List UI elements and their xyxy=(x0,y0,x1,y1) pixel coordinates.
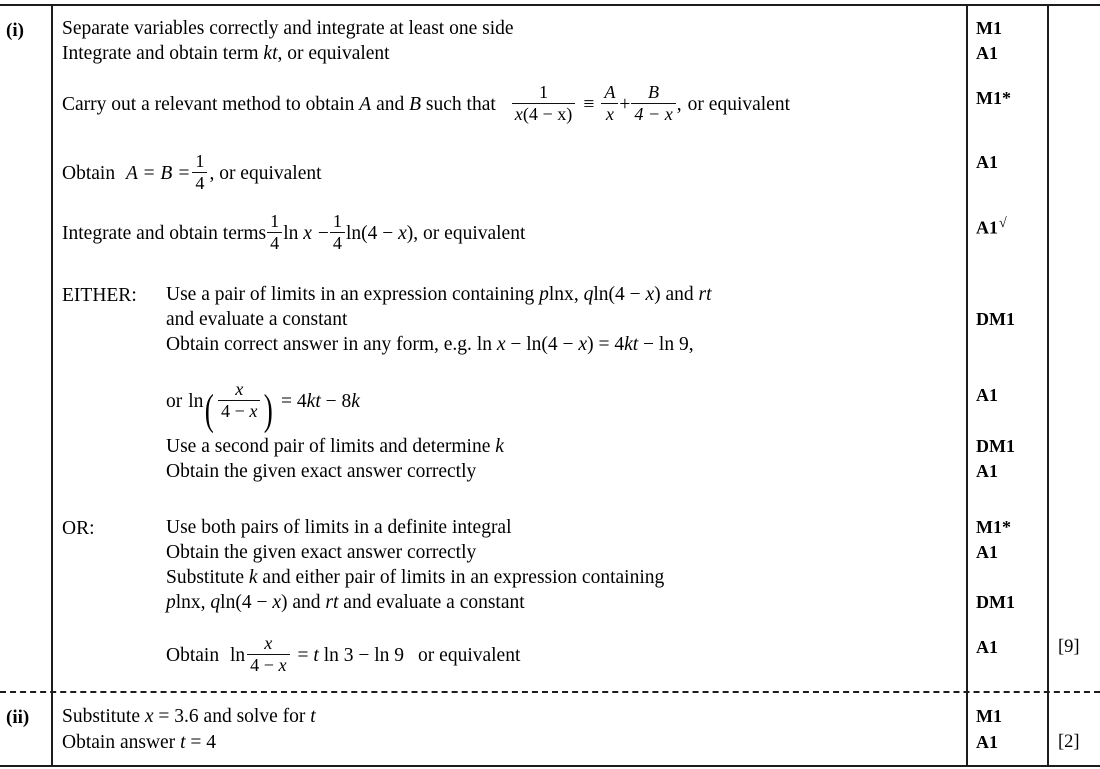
math-q: q xyxy=(583,284,594,305)
mark-dm1-1: DM1 xyxy=(976,309,1015,329)
math-t: t xyxy=(310,706,316,727)
math-x: x xyxy=(144,706,154,727)
total-marks-part-i: [9] xyxy=(1058,637,1080,657)
fraction-numerator: 1 xyxy=(270,211,280,231)
math-p: p xyxy=(166,592,176,613)
math-ln-4-minus-x: ln(4 − x) xyxy=(220,592,288,613)
fraction-denominator: 4 − x xyxy=(631,103,675,124)
math-A: A xyxy=(359,93,372,115)
left-paren: ( xyxy=(205,386,215,435)
line-text-part: Substitute xyxy=(166,567,249,588)
identity-symbol: ≡ xyxy=(583,93,595,115)
line-text-part: and either pair of limits in an expression containing xyxy=(257,567,665,588)
solution-line-both-pairs-limits xyxy=(166,518,512,538)
mark-m1-1: M1 xyxy=(976,18,1002,38)
line-text-part: Use a pair of limits in an expression containing xyxy=(166,284,540,305)
fraction-x-over-4-minus-x-final xyxy=(247,634,289,675)
solution-line-use-pair-of-limits xyxy=(166,285,712,305)
solution-line-separate-variables xyxy=(62,19,514,39)
line-text: Separate variables correctly and integrate at least one side xyxy=(62,18,514,39)
line-text-part: = 3.6 and solve for xyxy=(153,706,311,727)
math-rt: rt xyxy=(325,592,339,613)
right-paren: ) xyxy=(264,386,274,435)
math-ln-x: ln x xyxy=(283,222,312,244)
math-ln-equation: ln x − ln(4 − x) = 4kt − ln 9 xyxy=(476,334,689,355)
math-A-equals-B: A = B = xyxy=(125,162,191,184)
fraction-numerator: x xyxy=(235,379,244,399)
line-text-part: , or equivalent xyxy=(413,222,526,244)
fraction-one-over-x-4-minus-x xyxy=(512,83,576,124)
fraction-x-over-4-minus-x xyxy=(218,380,260,421)
math-x: x xyxy=(514,104,523,125)
line-text: Obtain the given exact answer correctly xyxy=(166,461,477,482)
math-rhs-4kt-8k: = 4kt − 8k xyxy=(281,390,360,412)
plus-symbol: + xyxy=(619,93,631,115)
line-text-part: Obtain answer xyxy=(62,732,181,753)
fraction-one-quarter xyxy=(192,152,207,193)
mark-a1-5: A1 xyxy=(976,542,998,562)
solution-line-integrate-terms xyxy=(62,212,525,253)
fraction-numerator: 1 xyxy=(539,82,549,102)
or-equivalent-text: or equivalent xyxy=(687,93,791,115)
math-k: k xyxy=(248,567,258,588)
math-ln: ln xyxy=(229,644,246,666)
table-top-border xyxy=(0,4,1100,6)
math-lnx: lnx xyxy=(175,592,201,613)
math-q: q xyxy=(210,592,221,613)
comma: , xyxy=(688,334,694,355)
line-text-part: Obtain xyxy=(62,162,120,184)
line-text-part: and xyxy=(287,592,326,613)
line-text-part: or equivalent xyxy=(418,644,521,666)
line-text-part: , or equivalent xyxy=(277,43,390,64)
fraction-denominator: 4 xyxy=(330,232,345,253)
comma: , xyxy=(200,592,211,613)
line-text-part: or xyxy=(166,390,183,412)
fraction-numerator: x xyxy=(264,633,273,653)
comma: , xyxy=(676,93,682,115)
fraction-one-quarter-a xyxy=(267,212,282,253)
total-column-border xyxy=(1047,4,1049,766)
math-4-minus-x: (4 − x) xyxy=(522,104,573,125)
fraction-A-over-x xyxy=(601,83,618,124)
line-text-part: such that xyxy=(421,93,496,115)
solution-line-or-log-form xyxy=(166,380,360,433)
solution-line-obtain-given-exact-answer-2 xyxy=(166,543,476,563)
solution-line-obtain-given-exact-answer-1 xyxy=(166,462,476,482)
fraction-denominator xyxy=(512,103,576,124)
line-text-part: Integrate and obtain term xyxy=(62,43,264,64)
solution-line-obtain-correct-answer xyxy=(166,335,694,355)
solution-line-obtain-answer-t xyxy=(62,733,216,753)
total-marks-part-ii: [2] xyxy=(1058,732,1080,752)
mark-a1-6: A1 xyxy=(976,637,998,657)
line-text-part: and xyxy=(660,284,699,305)
line-text-part: = 4 xyxy=(185,732,216,753)
minus-symbol: − xyxy=(317,222,329,244)
math-k: k xyxy=(495,436,504,457)
line-text: and evaluate a constant xyxy=(166,309,348,330)
fraction-denominator: 4 xyxy=(267,232,282,253)
branch-label-either: EITHER: xyxy=(62,285,137,306)
fraction-numerator: B xyxy=(648,82,660,102)
line-text-part: and evaluate a constant xyxy=(338,592,525,613)
line-text-part: Integrate and obtain terms xyxy=(62,222,267,244)
mark-dm1-3: DM1 xyxy=(976,592,1015,612)
line-text-part: and xyxy=(371,93,410,115)
fraction-B-over-4-minus-x xyxy=(631,83,675,124)
solution-line-obtain-A-B xyxy=(62,152,322,193)
solution-line-substitute-x xyxy=(62,707,316,727)
math-ln-4-minus-x: ln(4 − x) xyxy=(345,222,414,244)
solution-line-substitute-k xyxy=(166,568,664,588)
fraction-denominator: x xyxy=(601,103,618,124)
math-rhs-tln3-ln9: = t ln 3 − ln 9 xyxy=(297,644,405,666)
mark-column-border xyxy=(966,4,968,766)
part-separator-dashed-line xyxy=(0,691,1100,693)
fraction-numerator: 1 xyxy=(195,151,205,171)
mark-a1-follow-through xyxy=(976,216,1046,236)
mark-a1-part-ii: A1 xyxy=(976,732,998,752)
part-label-ii: (ii) xyxy=(6,707,30,728)
mark-label: A1 xyxy=(976,217,998,238)
fraction-one-quarter-b xyxy=(330,212,345,253)
math-ln: ln xyxy=(188,390,204,412)
line-text-part: Obtain correct answer in any form, e.g. xyxy=(166,334,477,355)
fraction-numerator: A xyxy=(604,82,616,102)
line-text-part: Substitute xyxy=(62,706,145,727)
comma: , xyxy=(573,284,584,305)
mark-m1-part-ii: M1 xyxy=(976,706,1002,726)
solution-line-plnx-qln-rt xyxy=(166,593,525,613)
solution-line-partial-fractions xyxy=(62,83,790,124)
fraction-denominator: 4 xyxy=(192,172,207,193)
mark-m1-star-1: M1* xyxy=(976,88,1011,108)
line-text-part: Use a second pair of limits and determine xyxy=(166,436,496,457)
fraction-numerator: 1 xyxy=(332,211,342,231)
mark-m1-star-2: M1* xyxy=(976,517,1011,537)
solution-line-integrate-kt xyxy=(62,44,390,64)
follow-through-tick-icon: √ xyxy=(999,215,1007,231)
mark-a1-1: A1 xyxy=(976,43,998,63)
mark-a1-3: A1 xyxy=(976,385,998,405)
fraction-denominator: 4 − x xyxy=(218,400,260,421)
line-text: Use both pairs of limits in a definite integral xyxy=(166,517,512,538)
math-rt: rt xyxy=(698,284,712,305)
line-text-part: Carry out a relevant method to obtain xyxy=(62,93,360,115)
branch-label-or: OR: xyxy=(62,518,95,539)
mark-a1-4: A1 xyxy=(976,461,998,481)
line-text-part: Obtain xyxy=(166,644,224,666)
part-column-border xyxy=(51,4,53,766)
solution-line-evaluate-constant xyxy=(166,310,347,330)
math-lnx: lnx xyxy=(548,284,574,305)
math-kt: kt xyxy=(263,43,278,64)
line-text: Obtain the given exact answer correctly xyxy=(166,542,477,563)
fraction-denominator: 4 − x xyxy=(247,654,289,675)
math-p: p xyxy=(539,284,549,305)
math-t: t xyxy=(180,732,186,753)
table-bottom-border xyxy=(0,765,1100,767)
solution-line-obtain-ln-final xyxy=(166,634,520,675)
part-label-i: (i) xyxy=(6,20,24,41)
math-B: B xyxy=(409,93,422,115)
mark-dm1-2: DM1 xyxy=(976,436,1015,456)
math-ln-4-minus-x: ln(4 − x) xyxy=(593,284,661,305)
solution-line-second-pair-limits xyxy=(166,437,504,457)
line-text-part: , or equivalent xyxy=(209,162,322,184)
mark-a1-2: A1 xyxy=(976,152,998,172)
